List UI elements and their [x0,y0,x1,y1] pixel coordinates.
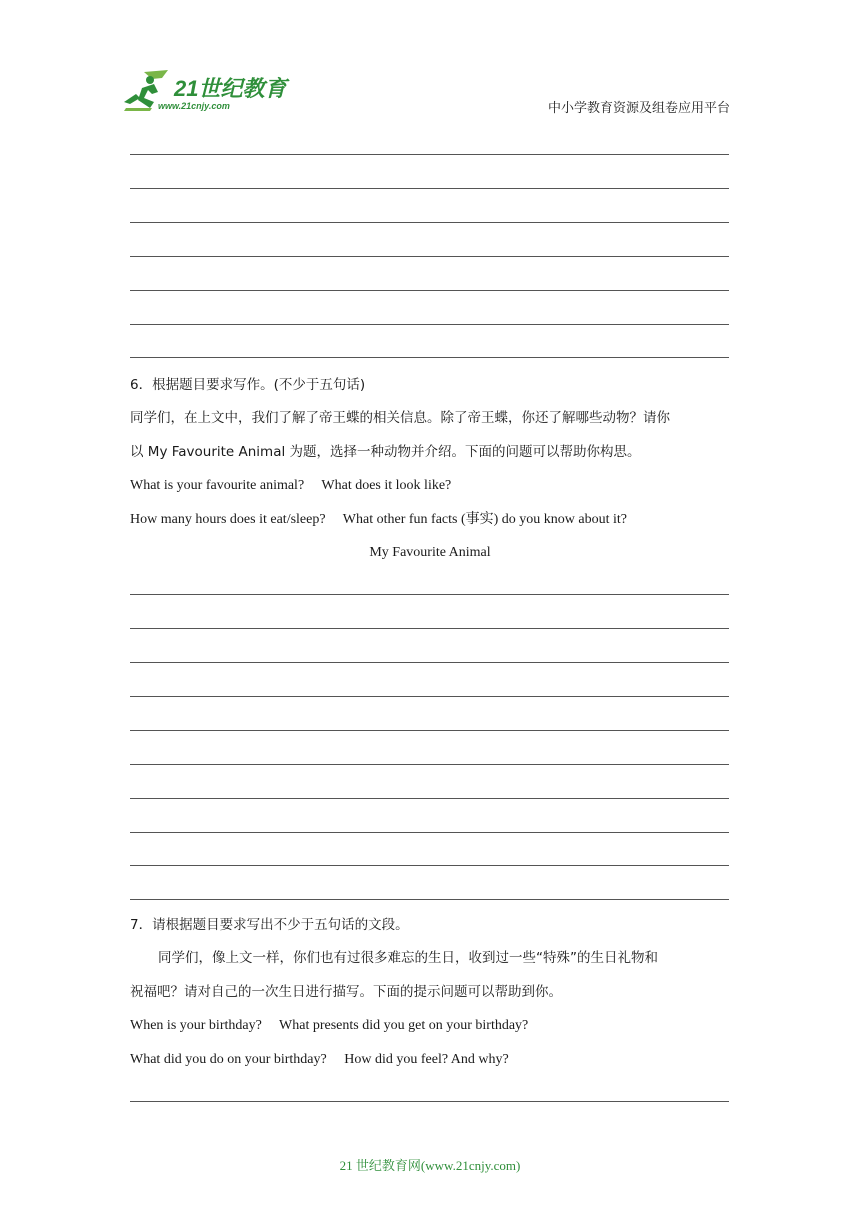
writing-line [130,290,729,291]
logo-text: 21世纪教育 [174,76,287,101]
writing-line [130,594,729,595]
page-footer: 21 世纪教育网(www.21cnjy.com) [339,1158,521,1173]
q7-title: 7．请根据题目要求写出不少于五句话的文段。 [130,917,409,933]
page-header [0,0,860,150]
writing-line [130,188,729,189]
q6-essay-title: My Favourite Animal [369,545,491,560]
writing-line [130,696,729,697]
writing-line [130,628,729,629]
site-logo [122,68,302,118]
q7-intro-line1: 同学们，像上文一样，你们也有过很多难忘的生日，收到过一些“特殊”的生日礼物和 [158,950,658,966]
q7-intro-line2: 祝福吧？请对自己的一次生日进行描写。下面的提示问题可以帮助到你。 [130,984,562,1000]
q7-prompt-line2: What did you do on your birthday? How did you feel? And why? [130,1052,509,1067]
writing-line [130,1101,729,1102]
q6-intro-line2: 以 My Favourite Animal 为题，选择一种动物并介绍。下面的问题可以帮助你构思。 [130,444,641,460]
writing-line [130,899,729,900]
q6-intro-line1: 同学们，在上文中，我们了解了帝王蝶的相关信息。除了帝王蝶，你还了解哪些动物？请你 [130,410,670,426]
writing-line [130,832,729,833]
writing-line [130,662,729,663]
writing-line [130,222,729,223]
logo-url: www.21cnjy.com [158,101,230,111]
q7-prompt-line1: When is your birthday? What presents did you get on your birthday? [130,1018,529,1033]
writing-line [130,764,729,765]
writing-line [130,730,729,731]
writing-line [130,865,729,866]
writing-line [130,256,729,257]
q6-prompt-line1: What is your favourite animal? What does it look like? [130,478,452,493]
q6-title: 6．根据题目要求写作。(不少于五句话) [130,377,366,393]
writing-line [130,357,729,358]
writing-line [130,798,729,799]
writing-line [130,154,729,155]
platform-tagline: 中小学教育资源及组卷应用平台 [547,101,730,116]
writing-line [130,324,729,325]
q6-prompt-line2: How many hours does it eat/sleep? What other fun facts (事实) do you know about it? [130,512,628,527]
